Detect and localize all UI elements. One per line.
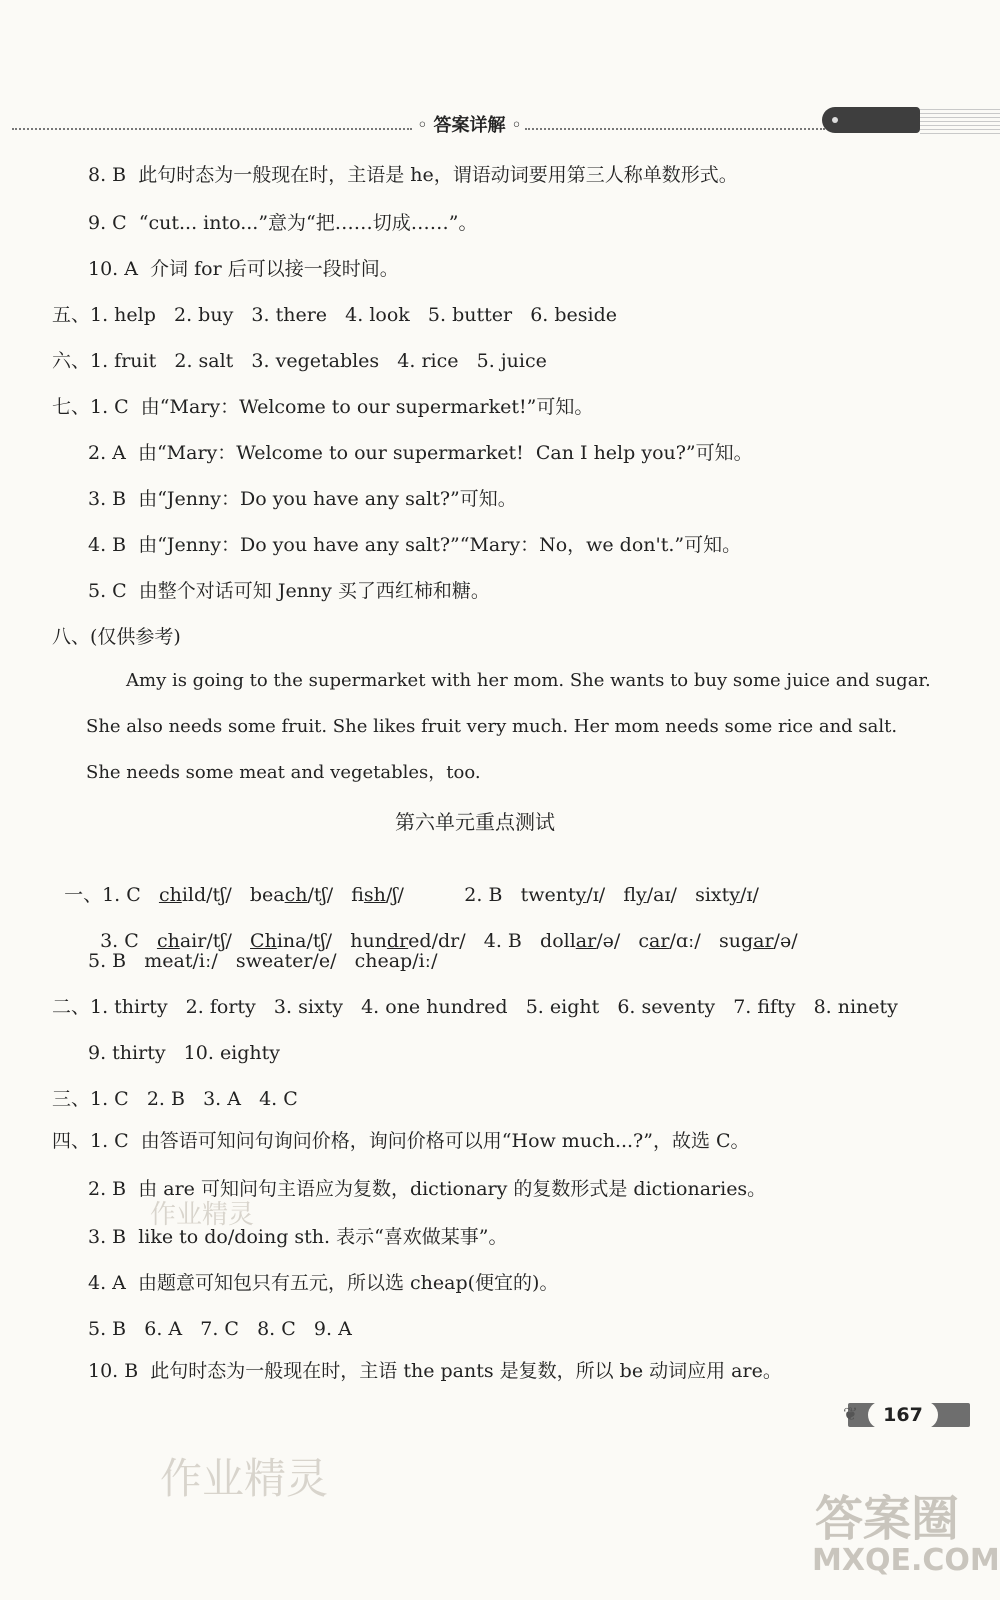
answer-line: 六、1. fruit 2. salt 3. vegetables 4. rice 5. juice: [52, 350, 547, 372]
word-part: /tʃ/: [307, 884, 334, 906]
word-part: ina/tʃ/: [276, 930, 333, 952]
word-part: dr: [386, 930, 409, 952]
word-part: /aɪ/: [646, 884, 677, 906]
word-part: fl: [623, 884, 637, 906]
word-part: Ch: [250, 930, 277, 952]
word-part: sixt: [695, 884, 730, 906]
watermark-logo: 答案圈: [815, 1491, 960, 1547]
word-part: twent: [520, 884, 576, 906]
word-part: y: [636, 884, 647, 906]
header-tab: [822, 107, 920, 133]
word-part: ch: [284, 884, 308, 906]
answer-line: 9. C “cut... into...”意为“把……切成……”。: [88, 212, 478, 234]
answer-line: 3. B 由“Jenny：Do you have any salt?”可知。: [88, 488, 517, 510]
phonetic-row: [88, 902, 798, 954]
answer-line: 四、1. C 由答语可知问句询问价格，询问价格可以用“How much...?”，故选 C。: [52, 1130, 750, 1152]
word-part: c: [638, 930, 650, 952]
word-part: /ə/: [773, 930, 798, 952]
word-part: /ʃ/: [385, 884, 404, 906]
word-part: /ɑː/: [669, 930, 701, 952]
word-part: y: [575, 884, 587, 906]
word-part: doll: [540, 930, 576, 952]
word-part: ar: [753, 930, 774, 952]
answer-line: 4. A 由题意可知包只有五元，所以选 cheap(便宜的)。: [88, 1272, 559, 1294]
watermark-site: MXQE.COM: [812, 1543, 1000, 1578]
answer-line: 9. thirty 10. eighty: [88, 1042, 281, 1064]
word-part: /ɪ/: [740, 884, 759, 906]
word: [638, 930, 700, 952]
answer-label: 4. B: [483, 930, 522, 952]
word-part: bea: [249, 884, 285, 906]
word-part: air/tʃ/: [179, 930, 232, 952]
essay-line: She needs some meat and vegetables，too.: [86, 762, 481, 783]
answer-line: 八、(仅供参考): [52, 626, 181, 648]
answer-line: 五、1. help 2. buy 3. there 4. look 5. butter 6. beside: [52, 304, 617, 326]
answer-label: 一、1. C: [64, 884, 141, 906]
watermark-mid: 作业精灵: [150, 1200, 255, 1230]
header-rule-left: [12, 128, 412, 130]
word-part: sh: [363, 884, 386, 906]
answer-line: 8. B 此句时态为一般现在时，主语是 he，谓语动词要用第三人称单数形式。: [88, 164, 738, 186]
word-part: ild/tʃ/: [181, 884, 232, 906]
word-part: y: [729, 884, 741, 906]
word-part: ch: [158, 884, 182, 906]
answer-line: 4. B 由“Jenny：Do you have any salt?”“Mary：No，we don't.”可知。: [88, 534, 742, 556]
answer-label: 3. C: [100, 930, 139, 952]
answer-line: 2. B 由 are 可知问句主语应为复数，dictionary 的复数形式是 dictionaries。: [88, 1178, 767, 1200]
answer-label: 2. B: [464, 884, 503, 906]
watermark-bottom: 作业精灵: [160, 1454, 329, 1503]
answer-line: 七、1. C 由“Mary：Welcome to our supermarket!”可知。: [52, 396, 594, 418]
word-part: hun: [350, 930, 387, 952]
word-part: ar: [575, 930, 597, 952]
essay-line: She also needs some fruit. She likes fruit very much. Her mom needs some rice and salt.: [86, 716, 898, 737]
word-part: fi: [351, 884, 364, 906]
answer-line: 2. A 由“Mary：Welcome to our supermarket! Can I help you?”可知。: [88, 442, 753, 464]
answer-line: 5. B 6. A 7. C 8. C 9. A: [88, 1318, 352, 1340]
page-number: 167: [868, 1401, 938, 1429]
word-part: ar: [649, 930, 670, 952]
word-part: sug: [718, 930, 754, 952]
word-part: ed/dr/: [408, 930, 466, 952]
word-part: /ə/: [596, 930, 621, 952]
answer-line: 10. A 介词 for 后可以接一段时间。: [88, 258, 399, 280]
unit-title: 第六单元重点测试: [395, 810, 555, 834]
essay-line: Amy is going to the supermarket with her mom. She wants to buy some juice and sugar.: [126, 670, 931, 691]
word-part: /ɪ/: [586, 884, 606, 906]
header-title: ◦ 答案详解 ◦: [412, 111, 527, 137]
answer-line: 5. C 由整个对话可知 Jenny 买了西红柿和糖。: [88, 580, 490, 602]
leaf-icon: ❦: [843, 1404, 859, 1425]
tab-dot-icon: [832, 117, 838, 123]
word: [540, 930, 620, 952]
answer-line: 三、1. C 2. B 3. A 4. C: [52, 1088, 298, 1110]
answer-line: 5. B meat/iː/ sweater/e/ cheap/iː/: [88, 950, 438, 972]
header-stripes: [920, 108, 1000, 134]
answer-line: 3. B like to do/doing sth. 表示“喜欢做某事”。: [88, 1226, 508, 1248]
phonetic-row: [52, 856, 759, 908]
answer-line: 二、1. thirty 2. forty 3. sixty 4. one hundred 5. eight 6. seventy 7. fifty 8. ninety: [52, 996, 898, 1018]
header-rule-right: [525, 128, 825, 130]
word: [719, 930, 798, 952]
answer-line: 10. B 此句时态为一般现在时，主语 the pants 是复数，所以 be 动词应用 are。: [88, 1360, 782, 1382]
word-part: ch: [156, 930, 180, 952]
